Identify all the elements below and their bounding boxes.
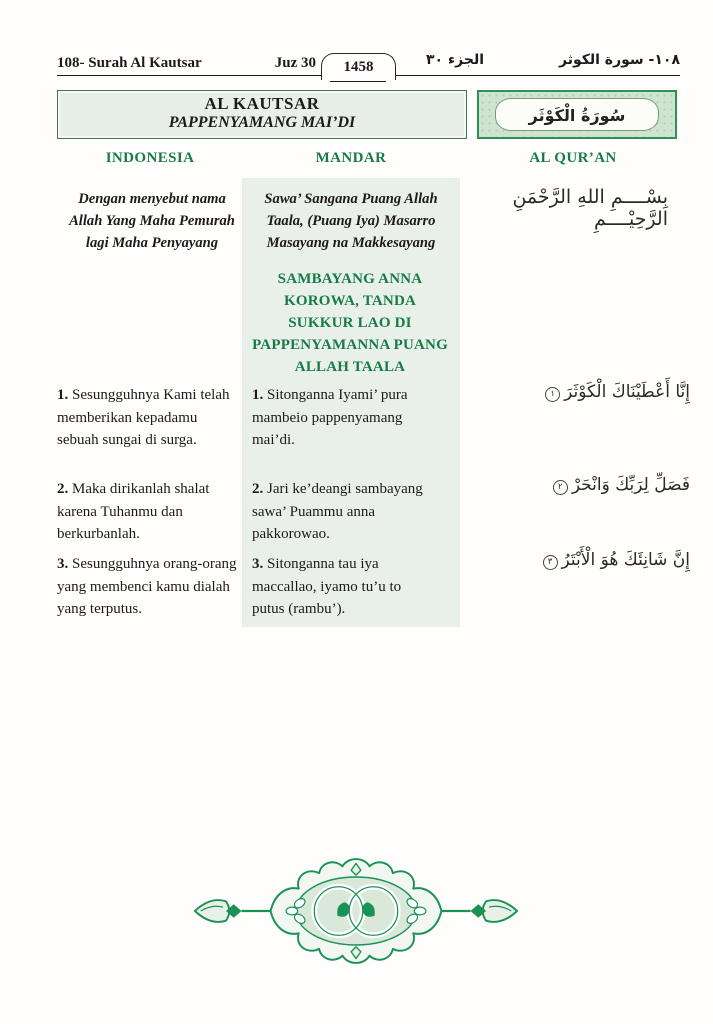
bismillah-mandar: Sawa’ Sangana Puang Allah Taala, (Puang Iya) Masarro Masayang na Makkesayang [264,191,438,251]
verse-2-mandar [252,478,434,546]
surah-title-mandar: PAPPENYAMANG MAI’DI [168,114,356,131]
page-number-tab [321,53,396,80]
surah-name-ornate-box [477,90,677,139]
verse-3-ayah-marker: ٣ [543,555,558,570]
verse-1-number: 1. [57,387,69,403]
surah-title-latin: AL KAUTSAR [204,94,320,113]
verse-2-indonesia-text: Maka dirikanlah shalat karena Tuhanmu dan berkurbanlah. [57,481,210,542]
verse-1-mandar [252,384,434,452]
verse-2-number-mandar: 2. [252,481,264,497]
verse-3-number-mandar: 3. [252,556,264,572]
verse-1-ayah-marker: ١ [545,387,560,402]
verse-2-number: 2. [57,481,69,497]
page-number: 1458 [343,59,374,75]
verse-1-arabic [460,382,690,402]
verse-3-arabic [460,550,690,570]
surah-name-cartouche: سُورَةُ الْكَوْثَر [495,98,659,131]
verse-2-arabic-text: فَصَلِّ لِرَبِّكَ وَانْحَرْ [571,475,690,495]
surah-title-box [57,90,467,139]
verse-2-ayah-marker: ٢ [553,480,568,495]
verse-2-arabic [460,475,690,495]
verse-3-indonesia [57,553,239,621]
mandar-section-heading: SAMBAYANG ANNA KOROWA, TANDA SUKKUR LAO DI PAPPENYAMANNA PUANG ALLAH TAALA [252,271,448,375]
verse-1-arabic-text: إِنَّا أَعْطَيْنَاكَ الْكَوْثَرَ [564,382,690,402]
column-header-mandar: MANDAR [315,150,387,166]
verse-1-number-mandar: 1. [252,387,264,403]
column-header-quran: AL QUR’AN [529,150,617,166]
page-number-underline [330,81,386,82]
footer-ornament [191,852,521,970]
verse-1-indonesia-text: Sesungguhnya Kami telah memberikan kepadamu sebuah sungai di surga. [57,387,230,448]
verse-3-number: 3. [57,556,69,572]
verse-1-mandar-text: Sitonganna Iyami’ pura mambeio pappenyamang mai’di. [252,387,408,448]
bismillah-indonesia: Dengan menyebut nama Allah Yang Maha Pemurah lagi Maha Penyayang [69,191,235,251]
verse-3-indonesia-text: Sesungguhnya orang-orang yang membenci kamu dialah yang terputus. [57,556,237,617]
header-juz-arabic: الجزء ٣٠ [426,52,484,68]
verse-3-arabic-text: إِنَّ شَانِئَكَ هُوَ الْأَبْتَرُ [561,550,690,570]
header-surah-title-latin: 108- Surah Al Kautsar [57,55,202,71]
header-juz-latin: Juz 30 [274,55,316,71]
bismillah-arabic: بِسْــــمِ اللهِ الرَّحْمَنِ الرَّحِيْــــمِ [512,186,668,230]
verse-3-mandar [252,553,434,621]
header-surah-title-arabic: ١٠٨- سورة الكوثر [558,52,680,68]
column-header-indonesia: INDONESIA [105,150,195,166]
verse-3-mandar-text: Sitonganna tau iya maccallao, iyamo tu’u to putus (rambu’). [252,556,402,617]
verse-2-indonesia [57,478,239,546]
verse-2-mandar-text: Jari ke’deangi sambayang sawa’ Puammu anna pakkorowao. [252,481,423,542]
verse-1-indonesia [57,384,239,452]
